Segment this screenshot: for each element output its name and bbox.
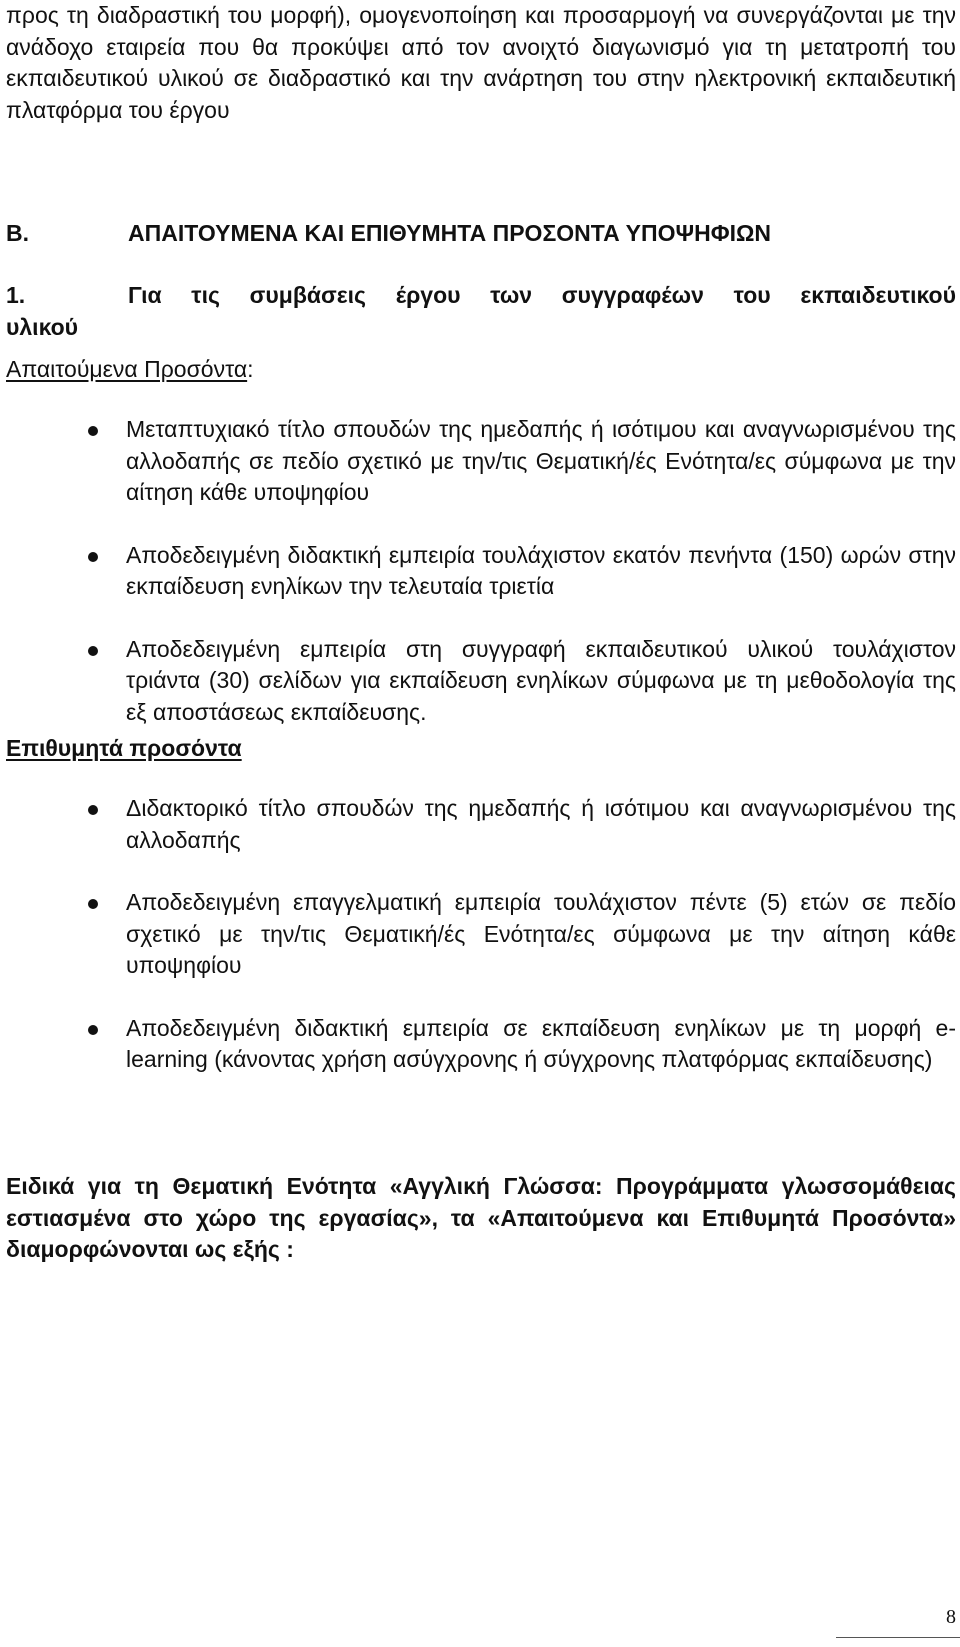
special-note-paragraph: Ειδικά για τη Θεματική Ενότητα «Αγγλική Γλώσσα: Προγράμματα γλωσσομάθειας εστιασμένα στο χώρο της εργασίας», τα «Απαιτούμενα και Επιθυμητά Προσόντα» διαμορφώνονται ως εξής : xyxy=(6,1173,956,1262)
desired-item-text: Αποδεδειγμένη διδακτική εμπειρία σε εκπαίδευση ενηλίκων με τη μορφή e-learning (κάνοντας χρήση ασύγχρονης ή σύγχρονης πλατφόρμας εκπαίδευσης) xyxy=(126,1014,956,1072)
desired-label-text: Επιθυμητά προσόντα xyxy=(6,735,242,761)
bullet-icon xyxy=(88,805,98,815)
required-label-suffix: : xyxy=(247,356,254,382)
page-number: 8 xyxy=(946,1606,956,1628)
desired-item-text: Αποδεδειγμένη επαγγελματική εμπειρία τουλάχιστον πέντε (5) ετών σε πεδίο σχετικό με την/τις Θεματική/ές Ενότητα/ες σύμφωνα με την αίτηση κάθε υποψηφίου xyxy=(126,889,956,978)
required-item-text: Αποδεδειγμένη διδακτική εμπειρία τουλάχιστον εκατόν πενήντα (150) ωρών στην εκπαίδευση ενηλίκων την τελευταία τριετία xyxy=(126,541,956,599)
intro-paragraph: προς τη διαδραστική του μορφή), ομογενοποίηση και προσαρμογή να συνεργάζονται με την ανάδοχο εταιρεία που θα προκύψει από τον ανοιχτό διαγωνισμό για τη μετατροπή του εκπαιδευτικού υλικού σε διαδραστικό και την ανάρτηση του στην ηλεκτρονική εκπαιδευτική πλατφόρμα του έργου xyxy=(6,2,956,123)
bullet-icon xyxy=(88,646,98,656)
desired-qualifications-list xyxy=(6,793,956,1107)
required-item-text: Μεταπτυχιακό τίτλο σπουδών της ημεδαπής ή ισότιμου και αναγνωρισμένου της αλλοδαπής σε πεδίο σχετικό με την/τις Θεματική/ές Ενότητα/ες σύμφωνα με την αίτηση κάθε υποψηφίου xyxy=(126,416,956,505)
list-item xyxy=(6,1013,956,1076)
subsection-1-heading xyxy=(6,280,956,343)
required-label-text: Απαιτούμενα Προσόντα xyxy=(6,356,248,382)
section-b-title: ΑΠΑΙΤΟΥΜΕΝΑ ΚΑΙ ΕΠΙΘΥΜΗΤΑ ΠΡΟΣΟΝΤΑ ΥΠΟΨΗΦΙΩΝ xyxy=(128,220,772,246)
list-item xyxy=(6,540,956,603)
subsection-1-title-line1: Για τις συμβάσεις έργου των συγγραφέων του εκπαιδευτικού xyxy=(128,282,956,308)
section-b-number: Β. xyxy=(6,220,29,246)
list-item xyxy=(6,793,956,856)
bullet-icon xyxy=(88,899,98,909)
bullet-icon xyxy=(88,552,98,562)
footer-rule xyxy=(836,1637,960,1638)
list-item xyxy=(6,634,956,729)
subsection-1-number: 1. xyxy=(6,282,26,308)
bullet-icon xyxy=(88,426,98,436)
subsection-1-title-line2: υλικού xyxy=(6,313,79,340)
required-qualifications-label xyxy=(6,354,956,386)
required-item-text: Αποδεδειγμένη εμπειρία στη συγγραφή εκπαιδευτικού υλικού τουλάχιστον τριάντα (30) σελίδων για εκπαίδευση ενηλίκων σύμφωνα με τη μεθοδολογία της εξ αποστάσεως εκπαίδευσης. xyxy=(126,635,956,725)
desired-item-text: Διδακτορικό τίτλο σπουδών της ημεδαπής ή ισότιμου και αναγνωρισμένου της αλλοδαπής xyxy=(126,795,956,853)
desired-qualifications-label xyxy=(6,733,956,765)
list-item xyxy=(6,887,956,982)
section-b-heading xyxy=(6,218,956,250)
required-qualifications-list xyxy=(6,414,956,759)
list-item xyxy=(6,414,956,509)
bullet-icon xyxy=(88,1025,98,1035)
